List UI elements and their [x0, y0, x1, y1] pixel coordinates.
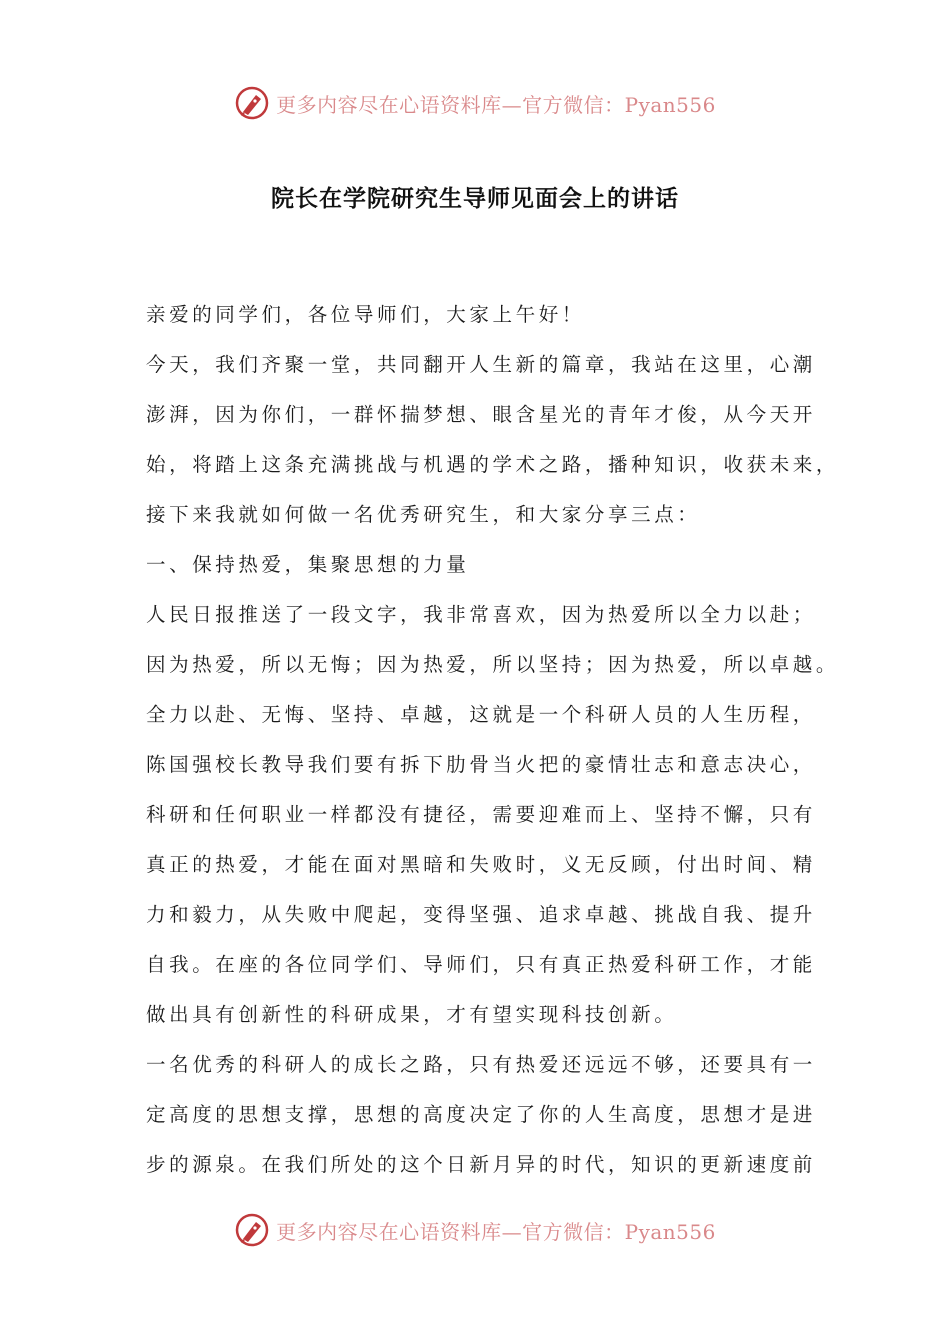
text-line: 今天，我们齐聚一堂，共同翻开人生新的篇章，我站在这里，心潮	[146, 353, 816, 376]
text-line: 力和毅力，从失败中爬起，变得坚强、追求卓越、挑战自我、提升	[146, 903, 816, 926]
document-body	[146, 290, 846, 1190]
text-line: 定高度的思想支撑，思想的高度决定了你的人生高度，思想才是进	[146, 1103, 816, 1126]
document-title: 院长在学院研究生导师见面会上的讲话	[271, 186, 679, 212]
banner-text: 更多内容尽在心语资料库—官方微信：Pyan556	[276, 92, 716, 117]
text-line: 因为热爱，所以无悔；因为热爱，所以坚持；因为热爱，所以卓越。	[146, 653, 840, 676]
banner-text: 更多内容尽在心语资料库—官方微信：Pyan556	[276, 1219, 716, 1244]
text-line: 步的源泉。在我们所处的这个日新月异的时代，知识的更新速度前	[146, 1153, 816, 1176]
section-heading: 一、保持热爱，集聚思想的力量	[146, 553, 470, 576]
text-line: 真正的热爱，才能在面对黑暗和失败时，义无反顾，付出时间、精	[146, 853, 816, 876]
text-line: 全力以赴、无悔、坚持、卓越，这就是一个科研人员的人生历程，	[146, 703, 816, 726]
text-line: 始，将踏上这条充满挑战与机遇的学术之路，播种知识，收获未来，	[146, 453, 840, 476]
text-line: 陈国强校长教导我们要有拆下肋骨当火把的豪情壮志和意志决心，	[146, 753, 816, 776]
text-line: 澎湃，因为你们，一群怀揣梦想、眼含星光的青年才俊，从今天开	[146, 403, 816, 426]
text-line: 科研和任何职业一样都没有捷径，需要迎难而上、坚持不懈，只有	[146, 803, 816, 826]
text-line: 一名优秀的科研人的成长之路，只有热爱还远远不够，还要具有一	[146, 1053, 816, 1076]
text-line: 自我。在座的各位同学们、导师们，只有真正热爱科研工作，才能	[146, 953, 816, 976]
text-line: 人民日报推送了一段文字，我非常喜欢，因为热爱所以全力以赴；	[146, 603, 816, 626]
pen-nib-logo-icon	[234, 85, 270, 121]
footer-banner	[0, 1210, 950, 1250]
text-line: 亲爱的同学们，各位导师们，大家上午好！	[146, 303, 585, 326]
text-line: 接下来我就如何做一名优秀研究生，和大家分享三点：	[146, 503, 701, 526]
header-banner	[0, 83, 950, 123]
text-line: 做出具有创新性的科研成果，才有望实现科技创新。	[146, 1003, 678, 1026]
pen-nib-logo-icon	[234, 1212, 270, 1248]
